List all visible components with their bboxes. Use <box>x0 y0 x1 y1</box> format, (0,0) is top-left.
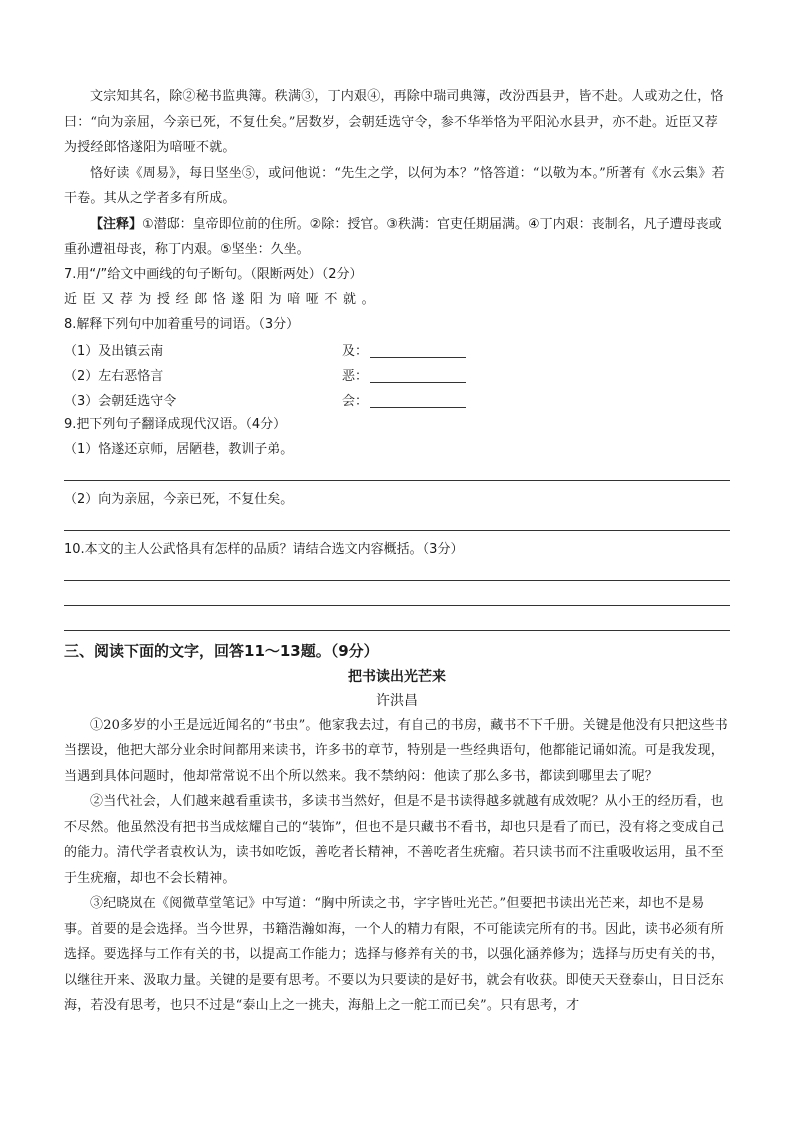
passage-paragraph-1: 文宗知其名，除②秘书监典簿。秩满③，丁内艰④，再除中瑞司典簿，改汾西县尹，皆不赴。人或劝之仕，恪曰：“向为亲屈，今亲已死，不复仕矣。”居数岁，会朝廷选守令，参不华举恪为平阳沁水县尹，亦不赴。近臣又荐为授经郎恪遂阳为喑哑不就。 <box>64 89 724 155</box>
exam-page <box>64 84 730 1019</box>
question-8-item <box>64 362 730 387</box>
answer-line[interactable] <box>64 630 730 631</box>
question-10-prompt: 10.本文的主人公武恪具有怎样的品质？请结合选文内容概括。（3分） <box>64 541 464 557</box>
question-9-item-2: （2）向为亲屈，今亲已死，不复仕矣。 <box>64 491 294 507</box>
section-3-title: 三、阅读下面的文字，回答11～13题。（9分） <box>64 641 379 660</box>
article-paragraph-3: ③纪晓岚在《阅微草堂笔记》中写道：“胸中所读之书，字字皆吐光芒。”但要把书读出光芒来，却也不是易事。首要的是会选择。当今世界，书籍浩瀚如海，一个人的精力有限，不可能读完所有的书。因此，读书必须有所选择。要选择与工作有关的书，以提高工作能力；选择与修养有关的书，以强化涵养修为；选择与历史有关的书，以继往开来、汲取力量。关键的是要有思考。不要以为只要读的是好书，就会有收获。即使天天登泰山，日日泛东海，若没有思考，也只不过是“泰山上之一挑夫，海船上之一舵工而已矣”。只有思考，才 <box>64 896 725 1013</box>
question-8-sentence: （1）及出镇云南 <box>64 343 164 359</box>
article-title: 把书读出光芒来 <box>348 668 446 685</box>
passage-paragraph-2: 恪好读《周易》，每日坚坐⑤，或问他说：“先生之学，以何为本？”恪答道：“以敬为本。”所著有《水云集》若干卷。其从之学者多有所成。 <box>64 165 725 206</box>
question-8-sentence: （2）左右恶恪言 <box>64 368 164 384</box>
question-9-prompt: 9.把下列句子翻译成现代汉语。（4分） <box>64 416 287 432</box>
question-8-word: 恶： <box>342 368 369 384</box>
answer-blank[interactable] <box>370 366 466 383</box>
answer-blank[interactable] <box>370 341 466 358</box>
question-9-item-1: （1）恪遂还京师，居陋巷，教训子弟。 <box>64 441 294 457</box>
question-8-word: 会： <box>342 393 369 409</box>
article-author: 许洪昌 <box>376 692 418 709</box>
article-paragraph-1: ①20多岁的小王是远近闻名的“书虫”。他家我去过，有自己的书房，藏书不下千册。关键是他没有只把这些书当摆设，他把大部分业余时间都用来读书，许多书的章节，特别是一些经典语句，他都能记诵如流。可是我发现，当遇到具体问题时，他却常常说不出个所以然来。我不禁纳闷：他读了那么多书，都读到哪里去了呢？ <box>64 717 728 784</box>
question-7-sentence: 近臣又荐为授经郎恪遂阳为喑哑不就。 <box>64 291 381 307</box>
annotation-text: ①潜邸：皇帝即位前的住所。②除：授官。③秩满：官吏任期届满。④丁内艰：丧制名，凡子遭母丧或重孙遭祖母丧，称丁内艰。⑤坚坐：久坐。 <box>64 216 722 257</box>
question-7-prompt: 7.用“/”给文中画线的句子断句。（限断两处）（2分） <box>64 266 363 282</box>
annotation <box>64 212 730 262</box>
question-8-item <box>64 387 730 412</box>
question-8-word: 及： <box>342 343 369 359</box>
answer-blank[interactable] <box>370 391 466 408</box>
answer-line[interactable] <box>64 530 730 531</box>
question-8-item <box>64 337 730 362</box>
question-8-sentence: （3）会朝廷选守令 <box>64 393 177 409</box>
article-paragraph-2: ②当代社会，人们越来越看重读书，多读书当然好，但是不是书读得越多就越有成效呢？从小王的经历看，也不尽然。他虽然没有把书当成炫耀自己的“装饰”，但也不是只藏书不看书，却也只是看了而已，没有将之变成自己的能力。清代学者袁枚认为，读书如吃饭，善吃者长精神，不善吃者生疣瘤。若只读书而不注重吸收运用，虽不至于生疣瘤，却也不会长精神。 <box>64 794 725 886</box>
question-8-prompt: 8.解释下列句中加着重号的词语。（3分） <box>64 316 300 332</box>
annotation-tag: 【注释】 <box>90 216 143 232</box>
answer-line[interactable] <box>64 480 730 481</box>
